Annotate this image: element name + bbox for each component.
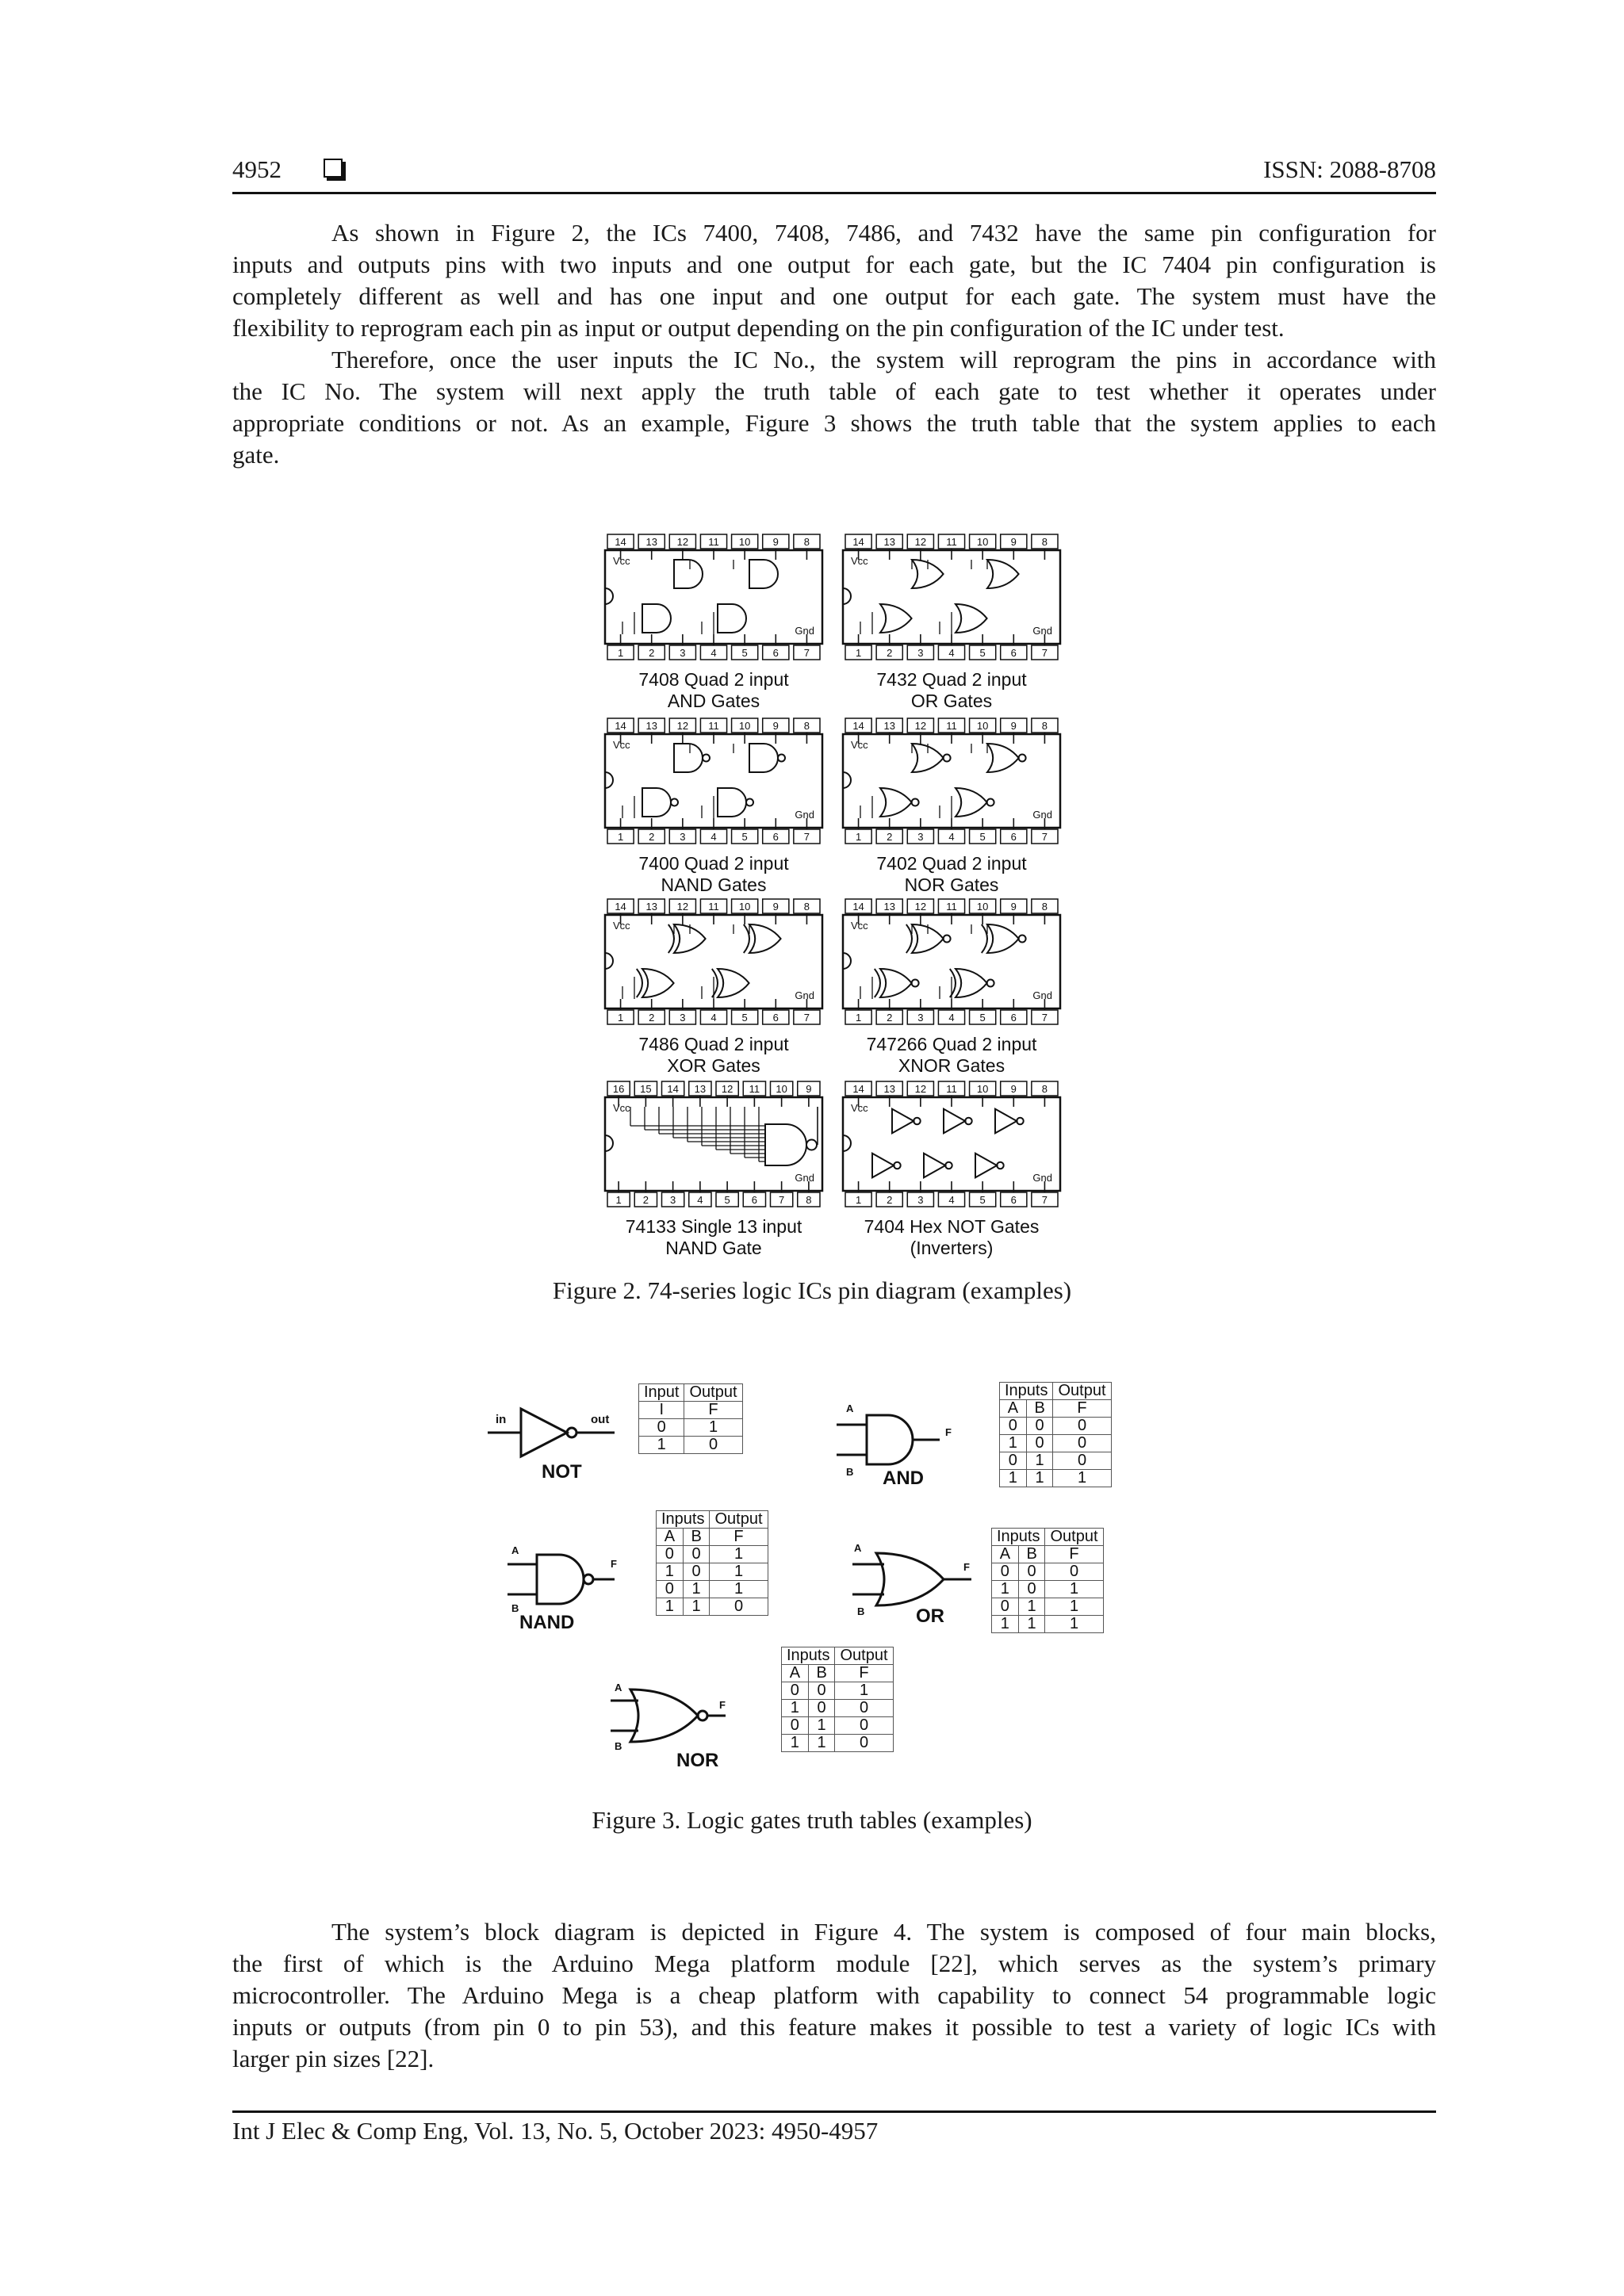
pin-number: 6 — [1010, 1012, 1017, 1024]
footer-citation: Int J Elec & Comp Eng, Vol. 13, No. 5, October 2023: 4950-4957 — [232, 2117, 879, 2145]
table-cell: 1 — [1053, 1470, 1111, 1487]
table-cell: B — [1018, 1546, 1045, 1563]
and-gate-symbol — [867, 1415, 913, 1464]
pin-number: 12 — [676, 536, 689, 548]
table-cell: 0 — [684, 1437, 742, 1454]
pin-number: 6 — [751, 1194, 757, 1206]
paragraph-line: completely different as well and has one input and one output for each gate. The system must have the — [232, 282, 1436, 310]
vcc-label: Vcc — [613, 555, 630, 567]
paragraph-line: inputs and outputs pins with two inputs and one output for each gate, but the IC 7404 pin configuration is — [232, 251, 1436, 278]
ic-chip-caption — [837, 1216, 1067, 1259]
pin-number: 12 — [676, 901, 689, 913]
nor-truth-table — [781, 1647, 894, 1752]
table-cell: 1 — [782, 1700, 809, 1717]
nand-f-label: F — [611, 1558, 617, 1570]
ic-chip-caption — [599, 853, 829, 896]
ic-chip-diagram — [837, 1080, 1067, 1215]
nor-gate-label: NOR — [676, 1750, 719, 1771]
pin-number: 3 — [917, 647, 924, 659]
pin-number: 4 — [948, 831, 955, 843]
table-cell: 1 — [1045, 1616, 1103, 1633]
pin-number: 14 — [615, 901, 626, 913]
vcc-label: Vcc — [851, 555, 868, 567]
table-cell: 1 — [1026, 1452, 1053, 1470]
not-out-label: out — [591, 1413, 610, 1426]
table-cell: 1 — [1000, 1470, 1027, 1487]
table-cell: 0 — [808, 1700, 835, 1717]
not-gate-label: NOT — [542, 1461, 582, 1483]
vcc-label: Vcc — [851, 1102, 868, 1114]
pin-number: 4 — [710, 831, 717, 843]
pin-number: 10 — [976, 901, 989, 913]
table-cell: 0 — [657, 1581, 684, 1598]
pin-number: 13 — [883, 901, 895, 913]
vcc-label: Vcc — [851, 920, 868, 932]
ic-part-number: 7402 Quad 2 input — [876, 853, 1027, 874]
table-cell: A — [657, 1529, 684, 1546]
issn-label: ISSN: 2088-8708 — [1263, 155, 1436, 183]
pin-number: 8 — [1041, 720, 1048, 732]
table-cell: F — [835, 1665, 893, 1682]
pin-number: 11 — [708, 901, 719, 913]
table-cell: 0 — [782, 1717, 809, 1735]
pin-number: 1 — [617, 1012, 624, 1024]
gnd-label: Gnd — [795, 809, 814, 821]
table-cell: 0 — [1000, 1418, 1027, 1435]
table-cell: 0 — [639, 1419, 684, 1437]
gnd-label: Gnd — [1032, 1172, 1052, 1184]
nand-a-label: A — [511, 1544, 519, 1556]
ic-part-number: 7486 Quad 2 input — [638, 1034, 789, 1054]
pin-number: 2 — [887, 647, 893, 659]
pin-number: 11 — [708, 720, 719, 732]
pin-number: 4 — [948, 1012, 955, 1024]
pin-number: 13 — [883, 536, 895, 548]
pin-number: 7 — [1041, 831, 1048, 843]
table-cell: F — [684, 1402, 742, 1419]
table-header: Output — [1045, 1529, 1103, 1546]
vcc-label: Vcc — [613, 1102, 630, 1114]
ic-chip-diagram — [599, 897, 829, 1032]
gnd-label: Gnd — [795, 1172, 814, 1184]
ic-part-number: 7400 Quad 2 input — [638, 853, 789, 874]
ic-part-number: 74133 Single 13 input — [625, 1216, 802, 1237]
table-header: Inputs — [657, 1511, 710, 1529]
vcc-label: Vcc — [613, 739, 630, 751]
pin-number: 8 — [1041, 901, 1048, 913]
pin-number: 5 — [979, 1012, 986, 1024]
gnd-label: Gnd — [795, 625, 814, 637]
ic-gate-type: XOR Gates — [667, 1055, 760, 1076]
table-header: Output — [710, 1511, 768, 1529]
header-rule — [232, 192, 1436, 194]
paragraph-line: the first of which is the Arduino Mega platform module [22], which serves as the system’s primary — [232, 1950, 1436, 1977]
nor-a-label: A — [615, 1682, 622, 1693]
table-cell: 1 — [808, 1735, 835, 1752]
ic-body — [843, 1097, 1060, 1191]
pin-number: 10 — [738, 901, 751, 913]
table-cell: 0 — [835, 1735, 893, 1752]
paragraph-line: Therefore, once the user inputs the IC No., the system will reprogram the pins in accordance with — [331, 346, 1436, 373]
pin-number: 7 — [779, 1194, 785, 1206]
pin-number: 8 — [803, 720, 810, 732]
pin-number: 1 — [855, 1194, 862, 1206]
pin-number: 14 — [667, 1083, 679, 1095]
ic-gate-type: XNOR Gates — [898, 1055, 1005, 1076]
pin-number: 1 — [617, 647, 624, 659]
pin-number: 4 — [710, 1012, 717, 1024]
table-cell: 1 — [657, 1563, 684, 1581]
table-cell: 1 — [657, 1598, 684, 1616]
table-cell: 1 — [1026, 1470, 1053, 1487]
ic-gate-type: OR Gates — [910, 691, 993, 711]
vcc-label: Vcc — [613, 920, 630, 932]
pin-number: 9 — [806, 1083, 812, 1095]
ic-gate-type: (Inverters) — [910, 1238, 994, 1258]
ic-part-number: 7408 Quad 2 input — [638, 669, 789, 690]
pin-number: 9 — [1010, 720, 1017, 732]
ic-part-number: 7404 Hex NOT Gates — [864, 1216, 1040, 1237]
table-cell: 0 — [992, 1598, 1019, 1616]
ic-part-number: 7432 Quad 2 input — [876, 669, 1027, 690]
figure-3-truth-tables — [488, 1383, 1185, 1780]
pin-number: 12 — [914, 720, 927, 732]
table-cell: 0 — [1018, 1581, 1045, 1598]
table-header: Inputs — [782, 1647, 835, 1665]
pin-number: 5 — [741, 1012, 748, 1024]
table-cell: 1 — [782, 1735, 809, 1752]
ic-gate-type: NAND Gates — [661, 874, 767, 895]
pin-number: 1 — [855, 1012, 862, 1024]
gnd-label: Gnd — [1032, 989, 1052, 1001]
paragraph-line: the IC No. The system will next apply the truth table of each gate to test whether it operates under — [232, 377, 1436, 405]
ic-chip-diagram — [837, 533, 1067, 668]
or-truth-table — [991, 1528, 1104, 1633]
table-cell: 1 — [992, 1581, 1019, 1598]
or-gate-label: OR — [916, 1605, 944, 1627]
table-cell: 1 — [684, 1419, 742, 1437]
table-cell: 1 — [1000, 1435, 1027, 1452]
table-cell: 1 — [1045, 1581, 1103, 1598]
and-truth-table — [999, 1382, 1112, 1487]
pin-number: 2 — [649, 1012, 655, 1024]
pin-number: 6 — [1010, 831, 1017, 843]
pin-number: 2 — [642, 1194, 649, 1206]
nor-f-label: F — [719, 1699, 726, 1711]
pin-number: 6 — [1010, 1194, 1017, 1206]
pin-number: 7 — [803, 647, 810, 659]
paragraph-2 — [232, 344, 1436, 471]
pin-number: 14 — [852, 901, 864, 913]
gnd-label: Gnd — [1032, 809, 1052, 821]
pin-number: 1 — [617, 831, 624, 843]
pin-number: 6 — [1010, 647, 1017, 659]
table-cell: I — [639, 1402, 684, 1419]
nor-gate-symbol — [630, 1689, 698, 1742]
paragraph-3 — [232, 1916, 1436, 2075]
ic-chip-diagram — [599, 1080, 829, 1215]
table-cell: B — [683, 1529, 710, 1546]
pin-number: 3 — [670, 1194, 676, 1206]
pin-number: 10 — [976, 720, 989, 732]
and-f-label: F — [945, 1426, 952, 1438]
pin-number: 6 — [772, 1012, 779, 1024]
ic-chip-caption — [837, 1034, 1067, 1077]
pin-number: 3 — [680, 1012, 686, 1024]
table-header: Inputs — [1000, 1383, 1053, 1400]
pin-number: 5 — [741, 831, 748, 843]
table-cell: F — [710, 1529, 768, 1546]
not-truth-table — [638, 1383, 743, 1454]
table-cell: A — [782, 1665, 809, 1682]
figure-2-ic-pin-diagrams — [599, 533, 1067, 1262]
paragraph-line: The system’s block diagram is depicted in Figure 4. The system is composed of four main blocks, — [331, 1918, 1436, 1946]
or-b-label: B — [857, 1605, 865, 1617]
pin-number: 8 — [1041, 1083, 1048, 1095]
pin-number: 9 — [772, 536, 779, 548]
not-gate-symbol — [521, 1409, 567, 1456]
pin-number: 13 — [645, 720, 657, 732]
pin-number: 9 — [1010, 536, 1017, 548]
table-cell: 0 — [1026, 1418, 1053, 1435]
table-cell: 1 — [835, 1682, 893, 1700]
pin-number: 2 — [649, 647, 655, 659]
nand-bubble — [584, 1575, 593, 1584]
and-a-label: A — [846, 1402, 854, 1414]
pin-number: 3 — [917, 1012, 924, 1024]
and-gate-label: AND — [883, 1468, 924, 1489]
pin-number: 14 — [615, 536, 626, 548]
paragraph-line: inputs or outputs (from pin 0 to pin 53), and this feature makes it possible to test a variety of logic ICs with — [232, 2013, 1436, 2041]
ic-gate-type: AND Gates — [667, 691, 760, 711]
pin-number: 9 — [1010, 1083, 1017, 1095]
pin-number: 11 — [946, 720, 957, 732]
table-cell: 1 — [1018, 1616, 1045, 1633]
table-cell: 1 — [683, 1598, 710, 1616]
or-a-label: A — [854, 1542, 862, 1554]
table-cell: 0 — [992, 1563, 1019, 1581]
pin-number: 10 — [976, 1083, 989, 1095]
paragraph-line: appropriate conditions or not. As an example, Figure 3 shows the truth table that the system applies to each — [232, 409, 1436, 437]
pin-number: 14 — [852, 720, 864, 732]
pin-number: 13 — [883, 1083, 895, 1095]
table-cell: F — [1045, 1546, 1103, 1563]
table-cell: F — [1053, 1400, 1111, 1418]
table-cell: 0 — [1045, 1563, 1103, 1581]
pin-number: 11 — [749, 1083, 760, 1095]
pin-number: 4 — [948, 1194, 955, 1206]
pin-number: 14 — [852, 1083, 864, 1095]
table-header: Inputs — [992, 1529, 1045, 1546]
paragraph-line: gate. — [232, 441, 280, 469]
table-cell: 0 — [782, 1682, 809, 1700]
pin-number: 1 — [855, 647, 862, 659]
pin-number: 12 — [676, 720, 689, 732]
table-cell: B — [808, 1665, 835, 1682]
paragraph-1 — [232, 217, 1436, 344]
pin-number: 14 — [615, 720, 626, 732]
pin-number: 4 — [948, 647, 955, 659]
paragraph-line: microcontroller. The Arduino Mega is a cheap platform with capability to connect 54 programmable logic — [232, 1981, 1436, 2009]
or-gate-symbol — [876, 1553, 944, 1605]
ic-gate-type: NAND Gate — [665, 1238, 762, 1258]
table-cell: 0 — [808, 1682, 835, 1700]
pin-number: 8 — [806, 1194, 812, 1206]
table-header: Output — [835, 1647, 893, 1665]
pin-number: 1 — [615, 1194, 622, 1206]
pin-number: 5 — [979, 1194, 986, 1206]
pin-number: 7 — [1041, 647, 1048, 659]
table-cell: B — [1026, 1400, 1053, 1418]
ic-chip-caption — [599, 1034, 829, 1077]
figure-2-caption: Figure 2. 74-series logic ICs pin diagram (examples) — [552, 1276, 1072, 1304]
table-cell: 1 — [683, 1581, 710, 1598]
pin-number: 11 — [708, 536, 719, 548]
table-cell: 1 — [710, 1546, 768, 1563]
gnd-label: Gnd — [1032, 625, 1052, 637]
pin-number: 8 — [803, 901, 810, 913]
pin-number: 1 — [855, 831, 862, 843]
pin-number: 13 — [645, 536, 657, 548]
not-in-label: in — [496, 1413, 507, 1426]
pin-number: 4 — [697, 1194, 703, 1206]
square-bullet-icon — [324, 159, 343, 178]
table-cell: 1 — [639, 1437, 684, 1454]
table-cell: 0 — [1053, 1452, 1111, 1470]
pin-number: 16 — [612, 1083, 625, 1095]
ic-chip-diagram — [837, 897, 1067, 1032]
ic-part-number: 747266 Quad 2 input — [866, 1034, 1037, 1054]
table-cell: 0 — [1026, 1435, 1053, 1452]
table-header: Input — [639, 1384, 684, 1402]
pin-number: 2 — [887, 1194, 893, 1206]
pin-number: 11 — [946, 901, 957, 913]
pin-number: 8 — [803, 536, 810, 548]
pin-number: 2 — [649, 831, 655, 843]
pin-number: 12 — [721, 1083, 733, 1095]
ic-chip-diagram — [837, 717, 1067, 851]
pin-number: 5 — [724, 1194, 730, 1206]
pin-number: 13 — [694, 1083, 707, 1095]
table-cell: 1 — [710, 1581, 768, 1598]
pin-number: 6 — [772, 831, 779, 843]
ic-chip-caption — [837, 669, 1067, 712]
pin-number: 2 — [887, 831, 893, 843]
table-cell: 1 — [710, 1563, 768, 1581]
nand-gate-symbol — [537, 1555, 584, 1604]
pin-number: 3 — [680, 647, 686, 659]
pin-number: 9 — [772, 720, 779, 732]
table-cell: 0 — [683, 1563, 710, 1581]
pin-number: 13 — [883, 720, 895, 732]
ic-body — [605, 1097, 822, 1191]
nand-b-label: B — [511, 1602, 519, 1614]
or-f-label: F — [963, 1561, 970, 1573]
pin-number: 5 — [979, 831, 986, 843]
ic-chip-caption — [837, 853, 1067, 896]
table-cell: A — [992, 1546, 1019, 1563]
ic-chip-caption — [599, 1216, 829, 1259]
pin-number: 3 — [680, 831, 686, 843]
ic-chip-diagram — [599, 717, 829, 851]
pin-number: 12 — [914, 1083, 927, 1095]
table-cell: 0 — [835, 1717, 893, 1735]
table-header: Output — [1053, 1383, 1111, 1400]
table-cell: 1 — [1018, 1598, 1045, 1616]
pin-number: 2 — [887, 1012, 893, 1024]
and-b-label: B — [846, 1466, 854, 1478]
table-cell: 0 — [1053, 1418, 1111, 1435]
pin-number: 11 — [946, 536, 957, 548]
table-cell: 1 — [1045, 1598, 1103, 1616]
ic-chip-caption — [599, 669, 829, 712]
pin-number: 7 — [803, 1012, 810, 1024]
pin-number: 10 — [738, 720, 751, 732]
paragraph-line: flexibility to reprogram each pin as input or output depending on the pin configuration of the IC under test. — [232, 314, 1285, 342]
paragraph-line: As shown in Figure 2, the ICs 7400, 7408, 7486, and 7432 have the same pin configuration for — [331, 219, 1436, 247]
page-header — [232, 155, 1436, 192]
pin-number: 12 — [914, 901, 927, 913]
pin-number: 10 — [776, 1083, 787, 1095]
pin-number: 7 — [1041, 1194, 1048, 1206]
pin-number: 11 — [946, 1083, 957, 1095]
table-cell: 0 — [1053, 1435, 1111, 1452]
table-cell: 0 — [710, 1598, 768, 1616]
table-cell: 0 — [657, 1546, 684, 1563]
pin-number: 14 — [852, 536, 864, 548]
pin-number: 5 — [979, 647, 986, 659]
pin-number: 9 — [1010, 901, 1017, 913]
table-header: Output — [684, 1384, 742, 1402]
table-cell: 0 — [1000, 1452, 1027, 1470]
table-cell: 1 — [992, 1616, 1019, 1633]
nand-gate-label: NAND — [519, 1612, 575, 1633]
pin-number: 13 — [645, 901, 657, 913]
pin-number: 10 — [976, 536, 989, 548]
pin-number: 3 — [917, 1194, 924, 1206]
footer-rule — [232, 2110, 1436, 2113]
pin-number: 10 — [738, 536, 751, 548]
page-number: 4952 — [232, 155, 282, 183]
figure-3-caption: Figure 3. Logic gates truth tables (examples) — [592, 1806, 1032, 1834]
pin-number: 7 — [803, 831, 810, 843]
table-cell: 0 — [1018, 1563, 1045, 1581]
pin-number: 9 — [772, 901, 779, 913]
pin-number: 7 — [1041, 1012, 1048, 1024]
pin-number: 5 — [741, 647, 748, 659]
pin-number: 4 — [710, 647, 717, 659]
ic-gate-type: NOR Gates — [904, 874, 999, 895]
vcc-label: Vcc — [851, 739, 868, 751]
gnd-label: Gnd — [795, 989, 814, 1001]
table-cell: 1 — [808, 1717, 835, 1735]
pin-number: 6 — [772, 647, 779, 659]
pin-number: 3 — [917, 831, 924, 843]
paragraph-line: larger pin sizes [22]. — [232, 2045, 435, 2072]
nor-b-label: B — [615, 1740, 622, 1752]
pin-number: 15 — [640, 1083, 652, 1095]
nand-truth-table — [656, 1510, 768, 1616]
pin-number: 8 — [1041, 536, 1048, 548]
ic-chip-diagram — [599, 533, 829, 668]
table-cell: A — [1000, 1400, 1027, 1418]
table-cell: 0 — [835, 1700, 893, 1717]
table-cell: 0 — [683, 1546, 710, 1563]
pin-number: 12 — [914, 536, 927, 548]
